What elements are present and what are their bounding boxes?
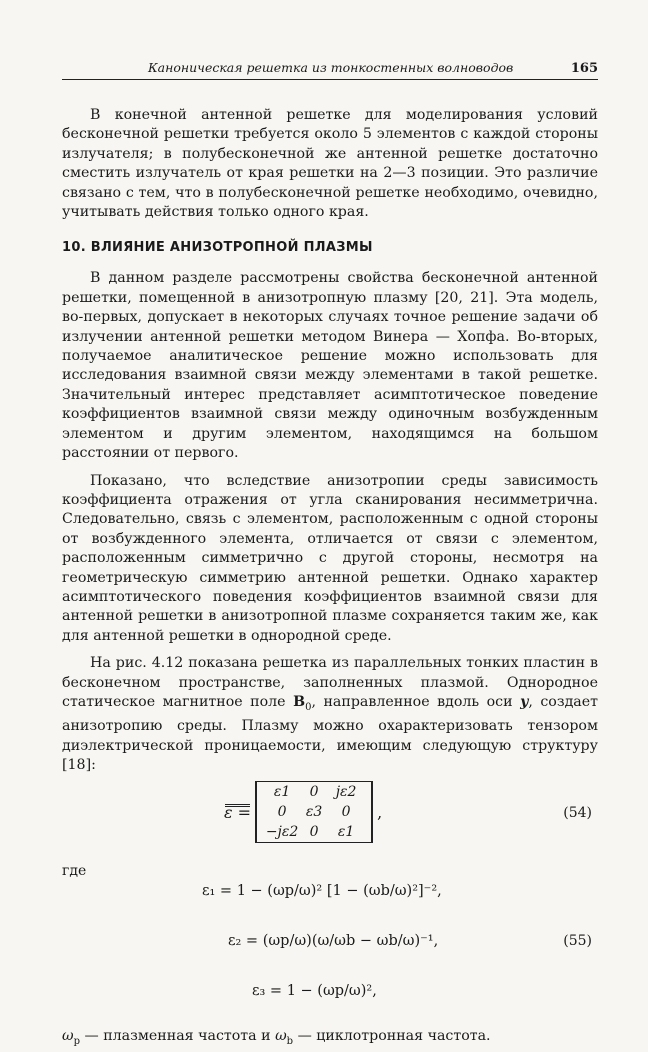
frequency-text-b: — циклотронная частота. <box>293 1028 491 1045</box>
equation-number-55: (55) <box>563 933 592 950</box>
paragraph-asymmetry: Показано, что вследствие анизотропии среды зависимость коэффициента отражения от угла сканирования несимметрична. Следовательно, связь с элементом, расположенным с одной стороны от возбужденного элемента, отличается от связи с элементом, расположенным симметрично с другой стороны, несмотря на геометрическую симметрию антенной решетки. Однако характер асимптотического поведения коэффициентов взаимной связи для антенной решетки в анизотропной плазме сохраняется таким же, как для антенной решетки в однородной среде. <box>62 472 598 644</box>
equation-54 <box>62 781 598 857</box>
tensor-lhs: ε = <box>224 802 252 822</box>
eq55-line-3: ε₃ = 1 − (ωp/ω)², <box>252 983 377 1000</box>
equation-55 <box>62 883 598 1021</box>
running-title: Каноническая решетка из тонкостенных волноводов <box>148 60 514 75</box>
p4-part-a: На рис. 4.12 показана решетка из параллельных тонких пластин в бесконечном пространстве, заполненных плазмой. Однородное статическое магнитное поле <box>62 655 598 710</box>
running-header <box>62 60 598 80</box>
matrix-cell: jε2 <box>335 784 357 801</box>
tensor-matrix <box>255 781 373 843</box>
paragraph-plasma-intro: В данном разделе рассмотрены свойства бесконечной антенной решетки, помещенной в анизотропную плазму [20, 21]. Эта модель, во-первых, допускает в некоторых случаях точное решение задачи об излучении антенной решетки методом Винера — Хопфа. Во-вторых, получаемое аналитическое решение можно использовать для исследования взаимной связи между элементами в такой решетке. Значительный интерес представляет асимптотическое поведение коэффициентов взаимной связи между одиночным возбужденным элементом и другим элементом, находящимся на большом расстоянии от первого. <box>62 270 598 462</box>
omega-p-subscript: p <box>73 1036 80 1048</box>
magnetic-field-symbol: B <box>293 693 306 710</box>
matrix-cell: ε1 <box>273 784 291 801</box>
book-page <box>62 60 598 1052</box>
equation-number-54: (54) <box>563 805 592 822</box>
page-number: 165 <box>570 61 598 76</box>
matrix-cell: −jε2 <box>265 824 299 841</box>
paragraph-frequencies <box>62 1027 598 1051</box>
matrix-cell: 0 <box>277 804 287 821</box>
p4-part-b: , направленное вдоль оси <box>311 693 521 710</box>
eq55-line-2: ε₂ = (ωp/ω)(ω/ωb − ωb/ω)⁻¹, <box>228 933 439 950</box>
paragraph-figure-4-12 <box>62 654 598 775</box>
matrix-cell: ε1 <box>337 824 355 841</box>
omega-p-symbol: ω <box>62 1028 74 1045</box>
frequency-text-a: — плазменная частота и <box>79 1028 276 1045</box>
section-heading: 10. ВЛИЯНИЕ АНИЗОТРОПНОЙ ПЛАЗМЫ <box>62 240 373 256</box>
paragraph-finite-array: В конечной антенной решетке для моделирования условий бесконечной решетки требуется около 5 элементов с каждой стороны излучателя; в полубесконечной же антенной решетке достаточно сместить излучатель от края решетки на 2—3 позиции. Это различие связано с тем, что в полубесконечной решетке необходимо, очевидно, учитывать действия только одного края. <box>62 107 598 221</box>
p4-part-c: , создает анизотропию среды. Плазму можно охарактеризовать тензором диэлектрической проницаемости, имеющим следующую структуру [18]: <box>62 693 599 774</box>
eq55-line-1: ε₁ = 1 − (ωp/ω)² [1 − (ωb/ω)²]⁻², <box>202 883 442 900</box>
where-label: где <box>62 863 87 880</box>
matrix-cell: 0 <box>341 804 351 821</box>
axis-symbol: y <box>520 693 529 710</box>
omega-b-subscript: b <box>286 1036 294 1048</box>
matrix-cell: 0 <box>309 824 319 841</box>
magnetic-field-subscript: 0 <box>305 701 312 713</box>
permittivity-tensor: ε = ε1 0 jε2 0 ε3 0 −jε2 0 ε1 , <box>224 781 382 843</box>
omega-b-symbol: ω <box>275 1028 287 1045</box>
matrix-cell: ε3 <box>305 804 323 821</box>
matrix-cell: 0 <box>309 784 319 801</box>
